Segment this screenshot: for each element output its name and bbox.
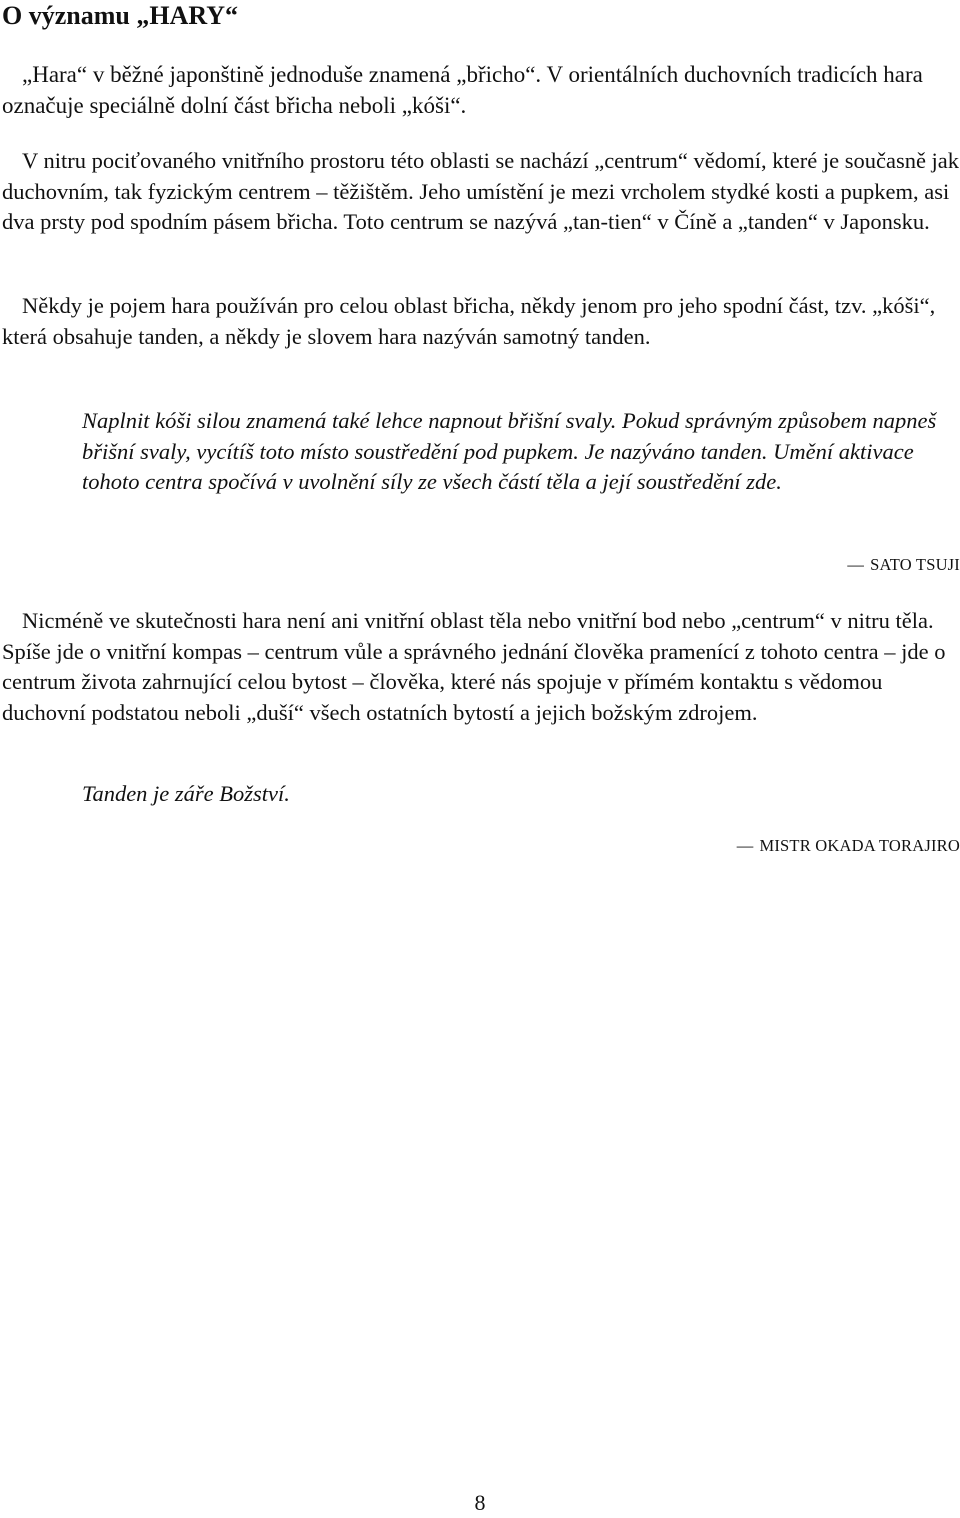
attribution-dash: — — [847, 555, 865, 574]
paragraph-hara-meaning: „Hara“ v běžné japonštině jednoduše znamená „břicho“. V orientálních duchovních tradicích hara označuje speciálně dolní část břicha neboli „kóši“. — [2, 62, 923, 118]
quote-sato-tsuji: Naplnit kóši silou znamená také lehce napnout břišní svaly. Pokud správným způsobem napneš břišní svaly, vycítíš toto místo soustředění pod pupkem. Je nazýváno tanden. Umění aktivace tohoto centra spočívá v uvolnění síly ze všech částí těla a její soustředění zde. — [82, 408, 937, 494]
quote-okada-torajiro: Tanden je záře Božství. — [82, 781, 290, 806]
paragraph-center-location: V nitru pociťovaného vnitřního prostoru této oblasti se nachází „centrum“ vědomí, které je současně jak duchovním, tak fyzickým centrem – těžištěm. Jeho umístění je mezi vrcholem stydké kosti a pupkem, asi dva prsty pod spodním pásem břicha. Toto centrum se nazývá „tan-tien“ v Číně a „tanden“ v Japonsku. — [2, 148, 960, 234]
paragraph-term-usage: Někdy je pojem hara používán pro celou oblast břicha, někdy jenom pro jeho spodní část, tzv. „kóši“, která obsahuje tanden, a někdy je slovem hara nazýván samotný tanden. — [2, 293, 936, 349]
attribution-author: SATO TSUJI — [870, 555, 960, 574]
quote-attribution-okada-torajiro — [737, 836, 960, 856]
page-number: 8 — [474, 1490, 486, 1515]
attribution-dash: — — [736, 836, 754, 855]
paragraph-inner-compass: Nicméně ve skutečnosti hara není ani vnitřní oblast těla nebo vnitřní bod nebo „centrum“ v nitru těla. Spíše jde o vnitřní kompas – centrum vůle a správného jednání člověka pramenící z tohoto centra – jde o centrum života zahrnující celou bytost – člověka, které nás spojuje v přímém kontaktu s vědomou duchovní podstatou neboli „duší“ všech ostatních bytostí a jejich božským zdrojem. — [2, 608, 946, 725]
attribution-author: MISTR OKADA TORAJIRO — [759, 836, 960, 855]
section-title: O významu „HARY“ — [2, 1, 238, 30]
quote-attribution-sato-tsuji — [847, 555, 960, 575]
